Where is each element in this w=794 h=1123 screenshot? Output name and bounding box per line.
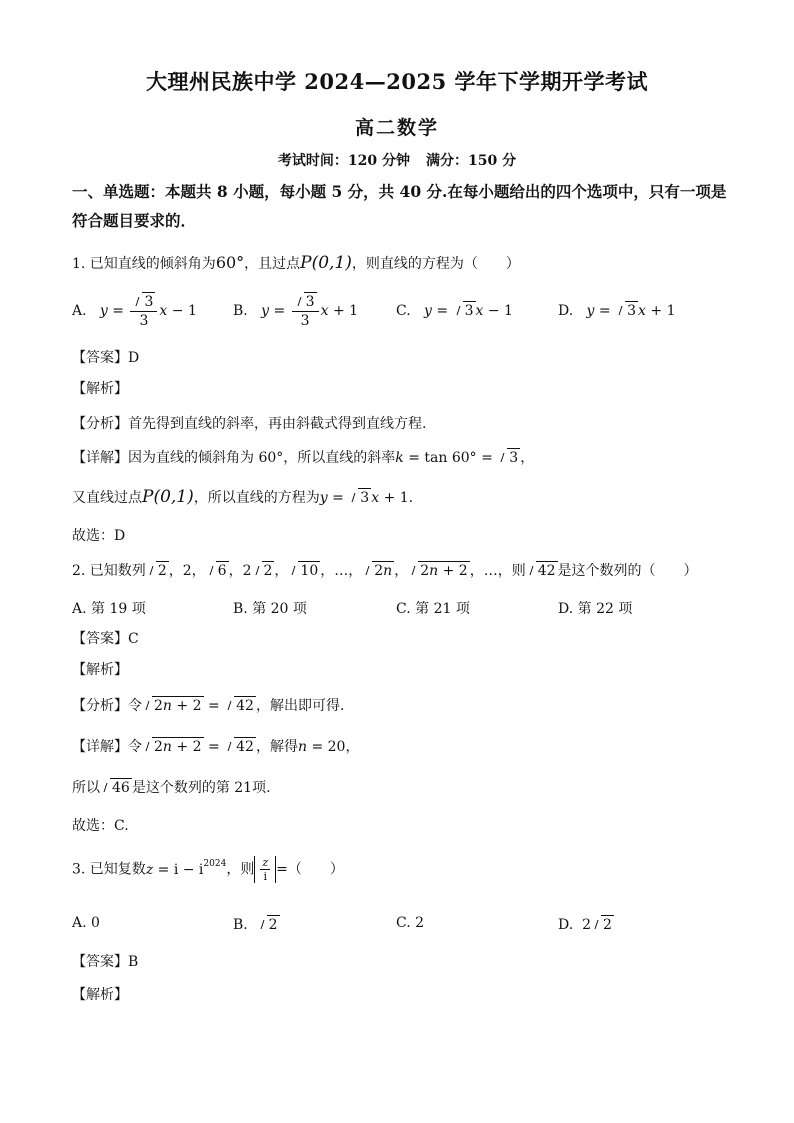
- q1-slope-formula: k = tan 60° = 3: [395, 450, 519, 466]
- q2-conclusion: 所以 46 是这个数列的第 21项.: [72, 780, 271, 796]
- q2-option-d[interactable]: D. 第 22 项: [558, 601, 633, 617]
- q1-option-d[interactable]: D. y = 3 x + 1: [558, 303, 676, 319]
- q2-analysis-label: 【解析】: [72, 662, 128, 678]
- q1-choose: 故选：D: [72, 528, 126, 544]
- exam-score: 满分：150 分: [426, 153, 517, 169]
- q3-answer: 【答案】B: [72, 954, 139, 970]
- q1-stem: 1. 已知直线的倾斜角为60°，且过点P(0,1)，则直线的方程为（ ）: [72, 253, 520, 273]
- q3-stem: 3. 已知复数$z = i - i^{2024}$，则 $\frac{z}{i}$ =（ ）: [72, 856, 344, 883]
- q3-complex-formula: $z = i - i^{2024}$: [145, 858, 227, 878]
- exam-meta: [0, 150, 794, 170]
- q1-option-a[interactable]: A. y = $\frac{3}{3}$ x − 1: [72, 294, 197, 329]
- q1-option-c[interactable]: C. y = 3 x − 1: [396, 303, 513, 319]
- q1-analysis-label: 【解析】: [72, 381, 128, 397]
- q1-fenxi: 【分析】首先得到直线的斜率，再由斜截式得到直线方程.: [72, 416, 427, 432]
- q1-line-formula: y = 3 x + 1: [319, 490, 409, 506]
- q3-option-b[interactable]: B. 2: [233, 917, 278, 933]
- q2-sequence: 2 ，2， 6 ，2 2 ， 10 ，…， 2n ， 2n + 2 ，…: [146, 563, 498, 579]
- q2-choose: 故选：C.: [72, 818, 129, 834]
- q3-option-c[interactable]: C. 2: [396, 915, 425, 931]
- q2-detail: 【详解】令 2n + 2 = 42 ，解得n = 20，: [72, 739, 360, 755]
- q1-answer: 【答案】D: [72, 350, 140, 366]
- q3-modulus: $\frac{z}{i}$: [254, 856, 276, 883]
- q2-option-a[interactable]: A. 第 19 项: [72, 601, 146, 617]
- q1-detail: 【详解】因为直线的倾斜角为 60°，所以直线的斜率k = tan 60° = 3 ，: [72, 450, 535, 466]
- exam-time: 考试时间：120 分钟: [277, 153, 410, 169]
- q1-option-a-formula: y = $\frac{3}{3}$ x − 1: [91, 294, 197, 329]
- q1-option-b-formula: y = $\frac{3}{3}$ x + 1: [252, 294, 359, 329]
- q2-fenxi-formula: 2n + 2 = 42: [142, 698, 256, 714]
- exam-subtitle: 高二数学: [354, 117, 439, 139]
- q2-option-b[interactable]: B. 第 20 项: [233, 601, 307, 617]
- q1-option-b[interactable]: B. y = $\frac{3}{3}$ x + 1: [233, 294, 359, 329]
- q1-option-d-formula: y = 3 x + 1: [577, 303, 676, 319]
- q1-option-c-formula: y = 3 x − 1: [415, 303, 513, 319]
- q2-solution: n = 20: [297, 739, 346, 755]
- q3-option-d[interactable]: D. 2 2: [558, 917, 612, 933]
- q2-stem: 2. 已知数列 2 ，2， 6 ，2 2 ， 10 ，…， 2n ， 2n + 2 ，…，则 42 是这个数列的（ ）: [72, 563, 698, 579]
- q2-answer: 【答案】C: [72, 631, 139, 647]
- q3-option-a[interactable]: A. 0: [72, 915, 100, 931]
- exam-title: 大理州民族中学 2024—2025 学年下学期开学考试: [145, 69, 648, 94]
- q1-detail-2: 又直线过点P(0,1)，所以直线的方程为y = 3 x + 1.: [72, 487, 414, 507]
- q3-analysis-label: 【解析】: [72, 987, 128, 1003]
- q2-detail-formula: 2n + 2 = 42: [142, 739, 256, 755]
- q2-fenxi: 【分析】令 2n + 2 = 42 ，解出即可得.: [72, 698, 345, 714]
- section-heading: 一、单选题：本题共 8 小题，每小题 5 分，共 40 分.在每小题给出的四个选项中，只有一项是符合题目要求的．: [72, 182, 727, 230]
- q2-option-c[interactable]: C. 第 21 项: [396, 601, 470, 617]
